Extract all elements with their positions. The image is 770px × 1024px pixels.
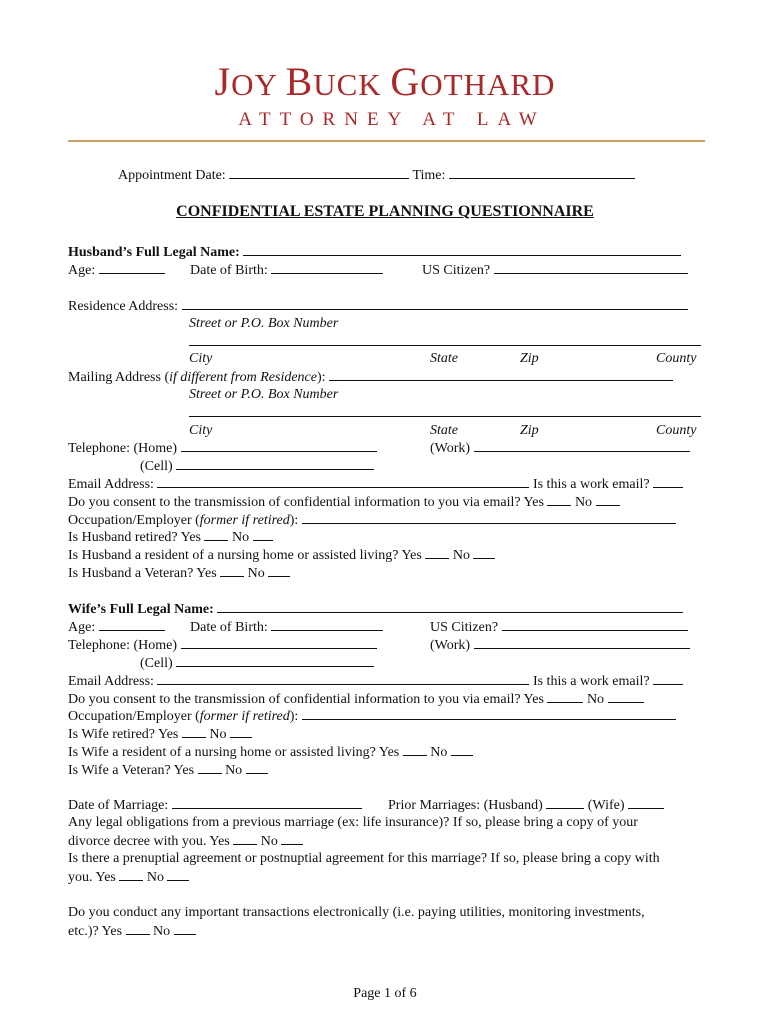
wife-occupation-label-c: ): bbox=[289, 709, 299, 724]
wife-veteran-yes-field[interactable] bbox=[198, 761, 222, 774]
husband-retired-label: Is Husband retired? Yes bbox=[68, 530, 201, 545]
wife-age-field[interactable] bbox=[99, 618, 165, 631]
firm-logo bbox=[0, 59, 770, 131]
husband-retired-row bbox=[68, 528, 273, 546]
husband-nursing-yes-field[interactable] bbox=[425, 546, 449, 559]
wife-tel-home-row bbox=[68, 636, 377, 654]
logo-firm-name: JOY BUCK GOTHARD bbox=[214, 59, 556, 104]
wife-occupation-label-b: former if retired bbox=[199, 709, 290, 724]
electronic-label: etc.)? Yes bbox=[68, 924, 123, 939]
residence-street-hint: Street or P.O. Box Number bbox=[189, 316, 339, 331]
wife-tel-cell bbox=[140, 654, 374, 672]
husband-tel-home-row bbox=[68, 439, 377, 457]
residence-zip-label: Zip bbox=[520, 351, 539, 366]
obligations-row-2 bbox=[68, 832, 303, 850]
mailing-row bbox=[68, 368, 673, 386]
prenup-line-1: Is there a prenuptial agreement or postnuptial agreement for this marriage? If so, please bring a copy with bbox=[68, 851, 660, 866]
husband-occupation-label-a: Occupation/Employer ( bbox=[68, 513, 200, 528]
prior-wife-field[interactable] bbox=[628, 796, 664, 809]
prior-marriages-label: Prior Marriages: (Husband) bbox=[388, 798, 543, 813]
wife-nursing-no-label: No bbox=[430, 745, 448, 760]
appointment-date-field[interactable] bbox=[229, 166, 409, 179]
wife-dob-field[interactable] bbox=[271, 618, 383, 631]
obligations-label: divorce decree with you. Yes bbox=[68, 834, 230, 849]
prenup-yes-field[interactable] bbox=[119, 868, 143, 881]
husband-work-email-label: Is this a work email? bbox=[532, 477, 650, 492]
wife-tel-cell-label: (Cell) bbox=[140, 656, 173, 671]
husband-veteran-no-field[interactable] bbox=[268, 564, 290, 577]
residence-street-field[interactable] bbox=[182, 297, 688, 310]
prenup-row-2 bbox=[68, 868, 189, 886]
mailing-state-label: State bbox=[430, 423, 458, 438]
wife-tel-work bbox=[430, 636, 690, 654]
wife-dob bbox=[190, 618, 383, 636]
husband-veteran-row bbox=[68, 564, 290, 582]
wife-tel-home-field[interactable] bbox=[181, 636, 377, 649]
wife-nursing-row bbox=[68, 743, 473, 761]
wife-nursing-no-field[interactable] bbox=[451, 743, 473, 756]
obligations-yes-field[interactable] bbox=[233, 832, 257, 845]
husband-name-label: Husband’s Full Legal Name: bbox=[68, 245, 240, 260]
mailing-city-label: City bbox=[189, 423, 213, 438]
electronic-no-field[interactable] bbox=[174, 922, 196, 935]
husband-veteran-no-label: No bbox=[247, 566, 265, 581]
prior-wife-label: (Wife) bbox=[587, 798, 625, 813]
husband-citizen bbox=[422, 261, 688, 279]
prior-marriages bbox=[388, 796, 664, 814]
husband-consent-no-label: No bbox=[574, 495, 593, 510]
husband-veteran-yes-field[interactable] bbox=[220, 564, 244, 577]
residence-city-label: City bbox=[189, 351, 213, 366]
residence-label: Residence Address: bbox=[68, 299, 179, 314]
husband-email-label: Email Address: bbox=[68, 477, 154, 492]
husband-tel-home-label: Telephone: (Home) bbox=[68, 441, 178, 456]
husband-dob-label: Date of Birth: bbox=[190, 263, 268, 278]
prenup-no-field[interactable] bbox=[167, 868, 189, 881]
husband-tel-cell-label: (Cell) bbox=[140, 459, 173, 474]
husband-dob bbox=[190, 261, 383, 279]
wife-consent-label: Do you consent to the transmission of confidential information to you via email? Yes bbox=[68, 692, 544, 707]
husband-nursing-row bbox=[68, 546, 495, 564]
wife-name-label: Wife’s Full Legal Name: bbox=[68, 602, 214, 617]
wife-retired-no-label: No bbox=[209, 727, 227, 742]
wife-work-email-field[interactable] bbox=[653, 672, 683, 685]
wife-nursing-label: Is Wife a resident of a nursing home or assisted living? Yes bbox=[68, 745, 400, 760]
husband-retired-no-label: No bbox=[231, 530, 250, 545]
wife-occupation-field[interactable] bbox=[302, 707, 676, 720]
husband-consent-no-field[interactable] bbox=[596, 493, 620, 506]
header-divider bbox=[68, 140, 705, 142]
wife-email-row bbox=[68, 672, 683, 690]
wife-tel-cell-field[interactable] bbox=[176, 654, 374, 667]
wife-retired-yes-field[interactable] bbox=[182, 725, 206, 738]
prior-husband-field[interactable] bbox=[546, 796, 584, 809]
husband-tel-cell-field[interactable] bbox=[176, 457, 374, 470]
mailing-county-label: County bbox=[656, 423, 697, 438]
electronic-line-1: Do you conduct any important transactions electronically (i.e. paying utilities, monitoring investments, bbox=[68, 905, 645, 920]
marriage-date-label: Date of Marriage: bbox=[68, 798, 169, 813]
husband-retired-no-field[interactable] bbox=[253, 528, 273, 541]
husband-tel-home-field[interactable] bbox=[181, 439, 377, 452]
husband-work-email-field[interactable] bbox=[653, 475, 683, 488]
electronic-row-2 bbox=[68, 922, 196, 940]
husband-name-field[interactable] bbox=[243, 243, 681, 256]
husband-nursing-no-label: No bbox=[452, 548, 470, 563]
page-number: Page 1 of 6 bbox=[353, 986, 417, 1001]
wife-occupation-label-a: Occupation/Employer ( bbox=[68, 709, 200, 724]
mailing-city-line[interactable] bbox=[189, 404, 701, 422]
appointment-time-field[interactable] bbox=[449, 166, 635, 179]
wife-age-row bbox=[68, 618, 165, 636]
wife-tel-work-label: (Work) bbox=[430, 638, 471, 653]
wife-nursing-yes-field[interactable] bbox=[403, 743, 427, 756]
appointment-row bbox=[118, 166, 635, 184]
prenup-no-label: No bbox=[146, 870, 164, 885]
wife-consent-no-field[interactable] bbox=[608, 690, 644, 703]
wife-retired-no-field[interactable] bbox=[230, 725, 252, 738]
wife-work-email-label: Is this a work email? bbox=[532, 674, 650, 689]
wife-name-field[interactable] bbox=[217, 600, 683, 613]
husband-consent-label: Do you consent to the transmission of confidential information to you via email? Yes bbox=[68, 495, 544, 510]
document-title: CONFIDENTIAL ESTATE PLANNING QUESTIONNAIRE bbox=[176, 203, 594, 220]
wife-veteran-row bbox=[68, 761, 268, 779]
wife-occupation-row bbox=[68, 707, 676, 725]
mailing-label-a: Mailing Address ( bbox=[68, 370, 170, 385]
husband-age-row bbox=[68, 261, 165, 279]
husband-tel-work bbox=[430, 439, 690, 457]
husband-age-label: Age: bbox=[68, 263, 96, 278]
mailing-street-hint: Street or P.O. Box Number bbox=[189, 387, 339, 402]
mailing-street-field[interactable] bbox=[329, 368, 673, 381]
electronic-no-label: No bbox=[153, 924, 171, 939]
wife-email-field[interactable] bbox=[157, 672, 529, 685]
wife-tel-work-field[interactable] bbox=[474, 636, 690, 649]
marriage-date-row bbox=[68, 796, 362, 814]
husband-age-field[interactable] bbox=[99, 261, 165, 274]
husband-citizen-label: US Citizen? bbox=[422, 263, 491, 278]
husband-occupation-row bbox=[68, 511, 676, 529]
appointment-time-label: Time: bbox=[412, 168, 446, 183]
husband-tel-cell bbox=[140, 457, 374, 475]
husband-occupation-label-c: ): bbox=[289, 513, 299, 528]
wife-email-label: Email Address: bbox=[68, 674, 154, 689]
husband-citizen-field[interactable] bbox=[494, 261, 688, 274]
wife-name-row bbox=[68, 600, 683, 618]
husband-residence-row bbox=[68, 297, 688, 315]
mailing-zip-label: Zip bbox=[520, 423, 539, 438]
obligations-no-label: No bbox=[260, 834, 278, 849]
wife-veteran-no-field[interactable] bbox=[246, 761, 268, 774]
obligations-no-field[interactable] bbox=[281, 832, 303, 845]
husband-nursing-label: Is Husband a resident of a nursing home or assisted living? Yes bbox=[68, 548, 422, 563]
obligations-line-1: Any legal obligations from a previous marriage (ex: life insurance)? If so, please bring a copy of your bbox=[68, 815, 638, 830]
husband-occupation-label-b: former if retired bbox=[199, 513, 290, 528]
husband-tel-work-field[interactable] bbox=[474, 439, 690, 452]
electronic-yes-field[interactable] bbox=[126, 922, 150, 935]
prenup-label: you. Yes bbox=[68, 870, 116, 885]
mailing-label-c: ): bbox=[316, 370, 326, 385]
wife-consent-no-label: No bbox=[586, 692, 605, 707]
husband-nursing-no-field[interactable] bbox=[473, 546, 495, 559]
wife-veteran-label: Is Wife a Veteran? Yes bbox=[68, 763, 195, 778]
husband-retired-yes-field[interactable] bbox=[204, 528, 228, 541]
husband-consent-row bbox=[68, 493, 620, 511]
wife-citizen-field[interactable] bbox=[502, 618, 688, 631]
wife-retired-row bbox=[68, 725, 252, 743]
wife-tel-home-label: Telephone: (Home) bbox=[68, 638, 178, 653]
wife-dob-label: Date of Birth: bbox=[190, 620, 268, 635]
wife-age-label: Age: bbox=[68, 620, 96, 635]
husband-email-field[interactable] bbox=[157, 475, 529, 488]
logo-subtitle: ATTORNEY AT LAW bbox=[238, 109, 546, 130]
appointment-date-label: Appointment Date: bbox=[118, 168, 226, 183]
wife-retired-label: Is Wife retired? Yes bbox=[68, 727, 179, 742]
husband-tel-work-label: (Work) bbox=[430, 441, 471, 456]
residence-county-label: County bbox=[656, 351, 697, 366]
mailing-label-b: if different from Residence bbox=[169, 370, 317, 385]
husband-name-row bbox=[68, 243, 681, 261]
marriage-date-field[interactable] bbox=[172, 796, 362, 809]
wife-consent-yes-field[interactable] bbox=[547, 690, 583, 703]
residence-city-line[interactable] bbox=[189, 333, 701, 351]
wife-consent-row bbox=[68, 690, 644, 708]
husband-occupation-field[interactable] bbox=[302, 511, 676, 524]
wife-veteran-no-label: No bbox=[225, 763, 243, 778]
wife-citizen-label: US Citizen? bbox=[430, 620, 499, 635]
wife-citizen bbox=[430, 618, 688, 636]
residence-state-label: State bbox=[430, 351, 458, 366]
husband-dob-field[interactable] bbox=[271, 261, 383, 274]
husband-email-row bbox=[68, 475, 683, 493]
husband-veteran-label: Is Husband a Veteran? Yes bbox=[68, 566, 217, 581]
husband-consent-yes-field[interactable] bbox=[547, 493, 571, 506]
